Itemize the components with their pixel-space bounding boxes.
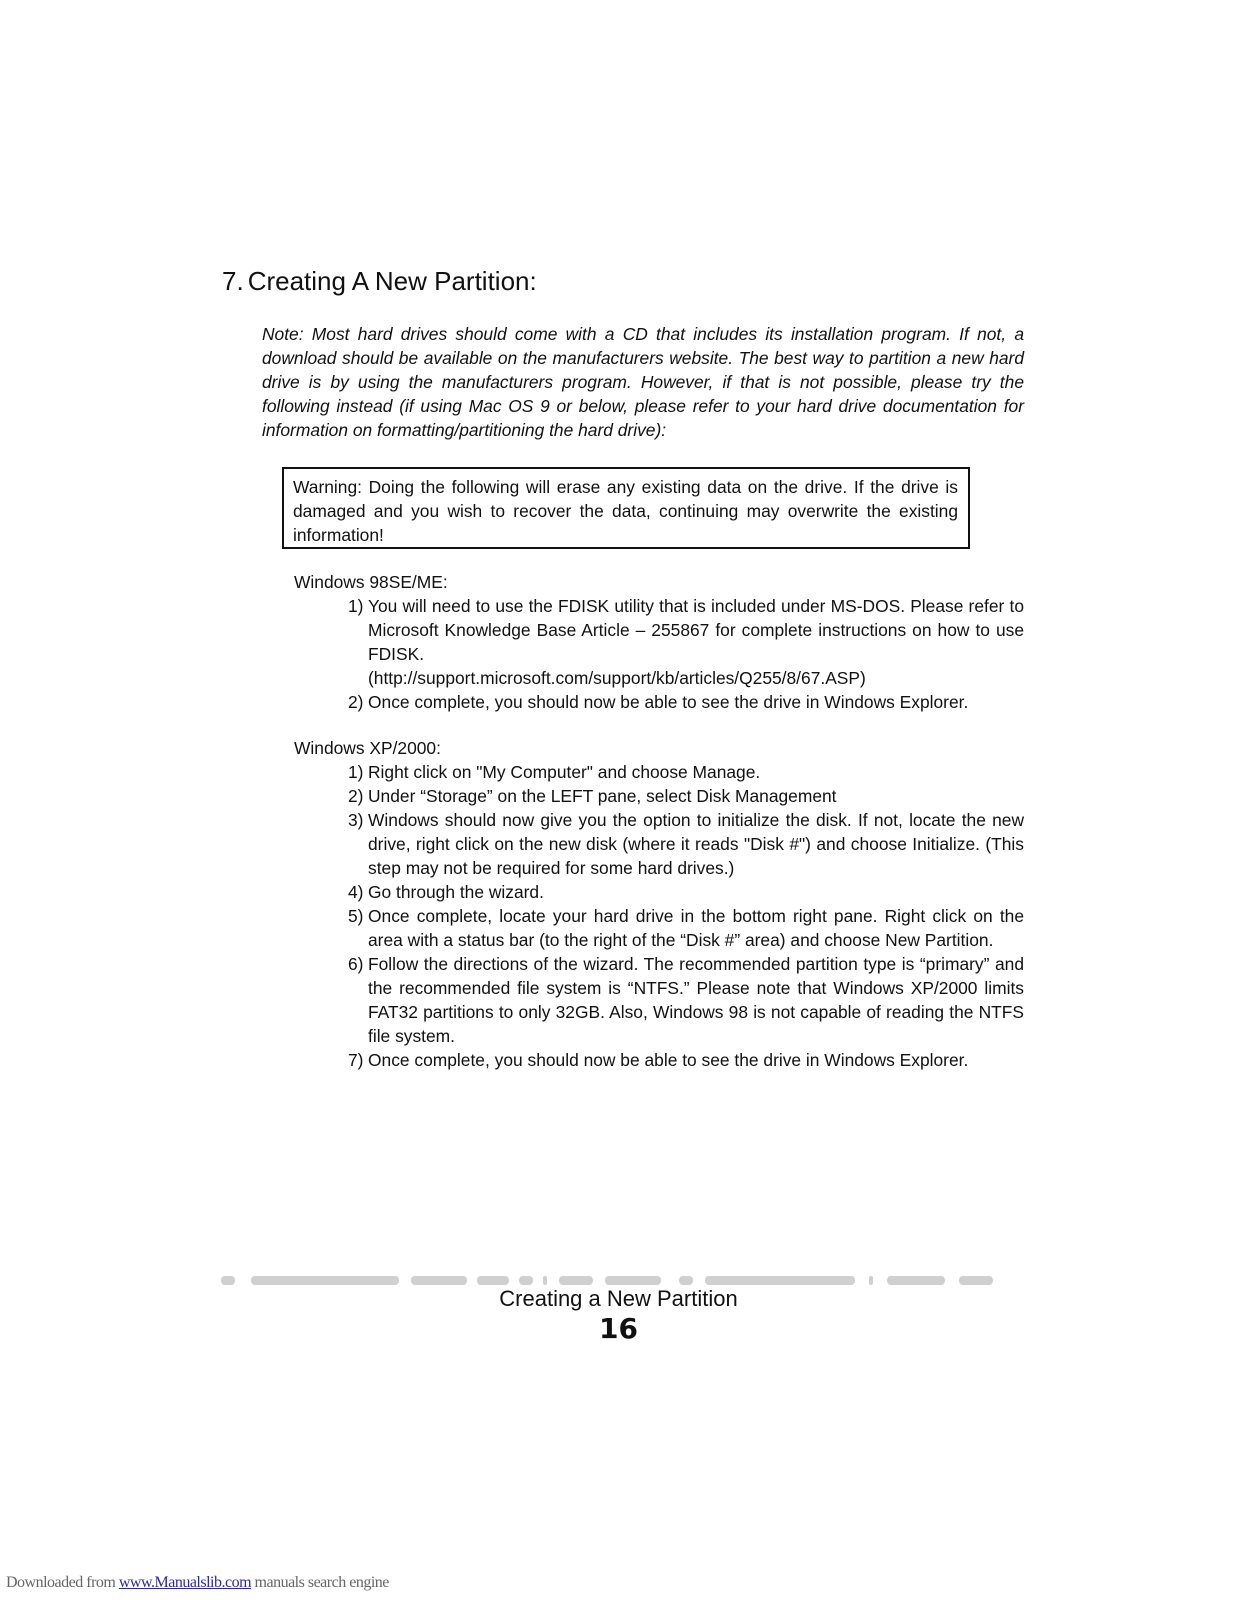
section-title-text: Creating A New Partition:	[247, 266, 537, 296]
divider-segment	[705, 1276, 855, 1285]
footer-title: Creating a New Partition	[499, 1286, 738, 1311]
list-item	[348, 784, 1024, 808]
list-item	[348, 594, 1024, 690]
step-text: Under “Storage” on the LEFT pane, select Disk Management	[368, 786, 837, 806]
page-number: 16	[599, 1312, 638, 1345]
divider-segment	[477, 1276, 509, 1285]
divider-segment	[543, 1276, 547, 1285]
step-number: 2)	[348, 692, 364, 712]
step-text: Right click on "My Computer" and choose Manage.	[368, 762, 761, 782]
list-item	[348, 760, 1024, 784]
divider-segment	[605, 1276, 661, 1285]
win98-heading: Windows 98SE/ME:	[294, 572, 448, 592]
footer-divider	[221, 1276, 1011, 1285]
step-text: Follow the directions of the wizard. The recommended partition type is “primary” and the recommended file system is “NTFS.” Please note that Windows XP/2000 limits FAT32 partitions to only 32GB. Also, Windows 98 is not capable of reading the NTFS file system.	[368, 954, 1024, 1046]
warning-text: Warning: Doing the following will erase any existing data on the drive. If the drive is damaged and you wish to recover the data, continuing may overwrite the existing information!	[293, 477, 958, 545]
list-item	[348, 904, 1024, 952]
section-number: 7.	[222, 266, 244, 296]
step-text: Go through the wizard.	[368, 882, 544, 902]
step-number: 4)	[348, 882, 364, 902]
installation-note: Note: Most hard drives should come with a CD that includes its installation program. If not, a download should be available on the manufacturers website. The best way to partition a new hard drive is by using the manufacturers program. However, if that is not possible, please try the following instead (if using Mac OS 9 or below, please refer to your hard drive documentation for information on formatting/partitioning the hard drive):	[262, 324, 1024, 440]
step-number: 1)	[348, 762, 364, 782]
manualslib-link[interactable]: www.Manualslib.com	[118, 1574, 252, 1591]
step-number: 5)	[348, 906, 364, 926]
step-text: Once complete, you should now be able to see the drive in Windows Explorer.	[368, 692, 969, 712]
divider-segment	[411, 1276, 467, 1285]
step-number: 1)	[348, 596, 364, 616]
step-text: Windows should now give you the option to initialize the disk. If not, locate the new drive, right click on the new disk (where it reads "Disk #") and choose Initialize. (This step may not be required for some hard drives.)	[368, 810, 1024, 878]
step-url: (http://support.microsoft.com/support/kb/articles/Q255/8/67.ASP)	[368, 668, 866, 688]
divider-segment	[679, 1276, 693, 1285]
step-number: 2)	[348, 786, 364, 806]
divider-segment	[959, 1276, 993, 1285]
list-item	[348, 1048, 1024, 1072]
step-number: 3)	[348, 810, 364, 830]
download-notice	[6, 1574, 389, 1592]
list-item	[348, 690, 1024, 714]
divider-segment	[221, 1276, 235, 1285]
download-suffix: manuals search engine	[251, 1574, 389, 1591]
download-prefix: Downloaded from	[6, 1574, 119, 1591]
list-item	[348, 808, 1024, 880]
winxp-heading: Windows XP/2000:	[294, 738, 441, 758]
divider-segment	[251, 1276, 399, 1285]
step-text: Once complete, locate your hard drive in the bottom right pane. Right click on the area with a status bar (to the right of the “Disk #” area) and choose New Partition.	[368, 906, 1024, 950]
step-number: 7)	[348, 1050, 364, 1070]
win98-steps	[294, 594, 1024, 714]
page-title	[222, 266, 537, 297]
list-item	[348, 880, 1024, 904]
divider-segment	[869, 1276, 873, 1285]
win98-section	[294, 570, 1024, 714]
divider-segment	[559, 1276, 593, 1285]
step-text: Once complete, you should now be able to see the drive in Windows Explorer.	[368, 1050, 969, 1070]
step-number: 6)	[348, 954, 364, 974]
warning-box	[282, 467, 970, 549]
divider-segment	[887, 1276, 945, 1285]
divider-segment	[519, 1276, 533, 1285]
list-item	[348, 952, 1024, 1048]
winxp-section	[294, 736, 1024, 1072]
step-text: You will need to use the FDISK utility that is included under MS-DOS. Please refer to Microsoft Knowledge Base Article – 255867 for complete instructions on how to use FDISK.	[368, 596, 1024, 664]
winxp-steps	[294, 760, 1024, 1072]
